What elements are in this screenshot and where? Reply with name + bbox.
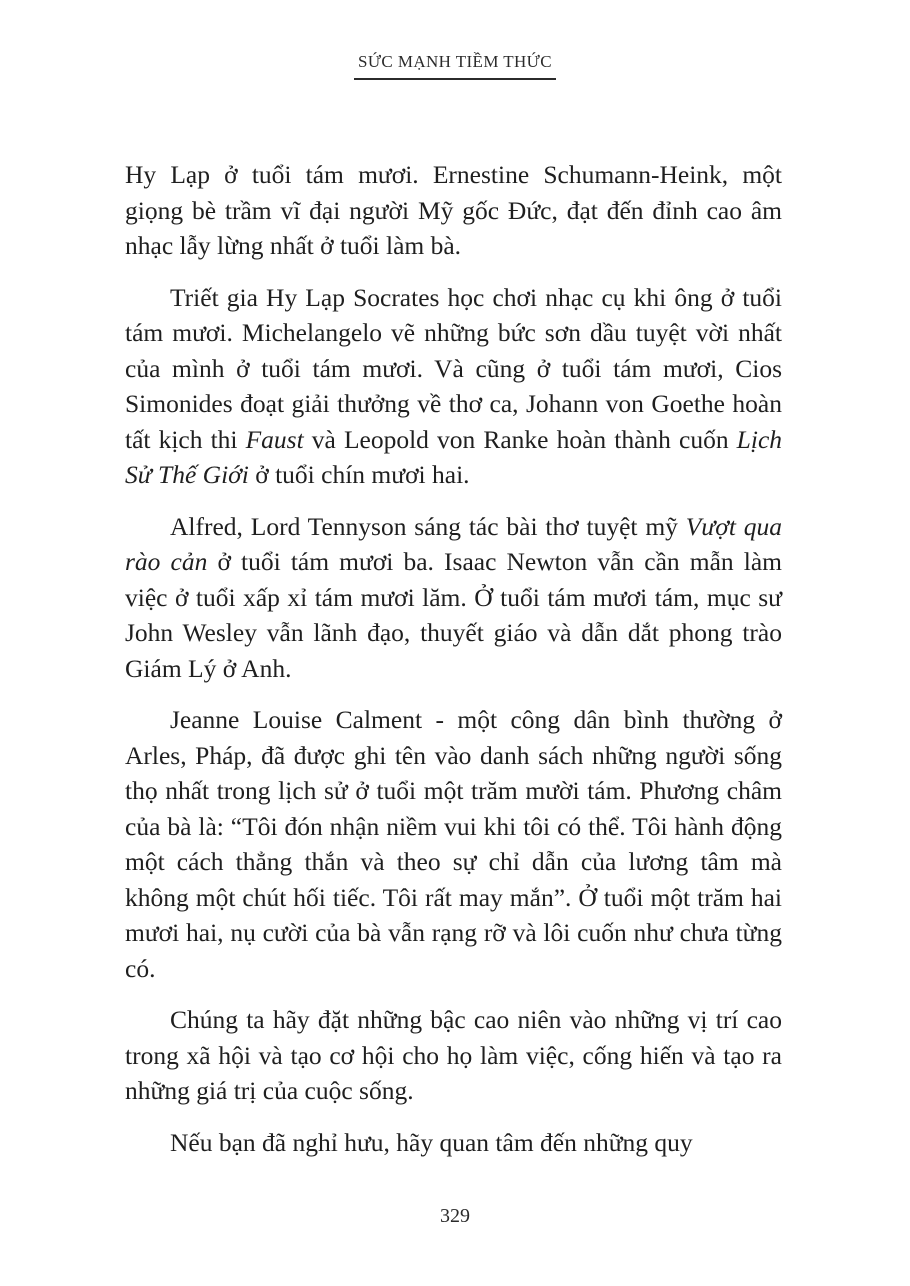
text-segment: Hy Lạp ở tuổi tám mươi. Ernestine Schumann-Heink, một giọng bè trầm vĩ đại người Mỹ gốc Đức, đạt đến đỉnh cao âm nhạc lẫy lừng nhất ở tuổi làm bà.	[125, 160, 782, 260]
text-segment: và Leopold von Ranke hoàn thành cuốn	[303, 424, 737, 454]
poem-title-vuot-qua-rao-can: Vượt qua rào cản	[125, 511, 782, 576]
text-segment: Triết gia Hy Lạp Socrates học chơi nhạc cụ khi ông ở tuổi tám mươi. Michelangelo vẽ những bức sơn dầu tuyệt vời nhất của mình ở tuổi tám mươi. Và cũng ở tuổi tám mươi, Cios Simonides đoạt giải thưởng về thơ ca, Johann von Goethe hoàn tất kịch thi	[125, 282, 782, 454]
paragraph-4	[125, 702, 782, 986]
running-header	[0, 52, 910, 80]
text-segment: ở tuổi chín mươi hai.	[248, 460, 470, 489]
paragraph-6	[125, 1125, 782, 1161]
text-segment: Alfred, Lord Tennyson sáng tác bài thơ tuyệt mỹ	[170, 511, 686, 541]
running-title: SỨC MẠNH TIỀM THỨC	[354, 52, 556, 80]
paragraph-2	[125, 280, 782, 493]
paragraph-5	[125, 1002, 782, 1109]
text-segment: ở tuổi tám mươi ba. Isaac Newton vẫn cần mẫn làm việc ở tuổi xấp xỉ tám mươi lăm. Ở tuổi tám mươi tám, mục sư John Wesley vẫn lãnh đạo, thuyết giáo và dẫn dắt phong trào Giám Lý ở Anh.	[125, 547, 782, 683]
paragraph-3	[125, 509, 782, 687]
paragraph-1	[125, 157, 782, 264]
text-segment: Nếu bạn đã nghỉ hưu, hãy quan tâm đến những quy	[170, 1127, 693, 1157]
body-text	[125, 157, 782, 1176]
book-title-lich-su-the-gioi: Lịch Sử Thế Giới	[125, 424, 783, 489]
text-segment: Chúng ta hãy đặt những bậc cao niên vào những vị trí cao trong xã hội và tạo cơ hội cho họ làm việc, cống hiến và tạo ra những giá trị của cuộc sống.	[125, 1005, 782, 1105]
book-title-faust: Faust	[245, 424, 304, 454]
page-number: 329	[440, 1205, 470, 1227]
text-segment: Jeanne Louise Calment - một công dân bình thường ở Arles, Pháp, đã được ghi tên vào danh sách những người sống thọ nhất trong lịch sử ở tuổi một trăm mười tám. Phương châm của bà là: “Tôi đón nhận niềm vui khi tôi có thể. Tôi hành động một cách thẳng thắn và theo sự chỉ dẫn của lương tâm mà không một chút hối tiếc. Tôi rất may mắn”. Ở tuổi một trăm hai mươi hai, nụ cười của bà vẫn rạng rỡ và lôi cuốn như chưa từng có.	[125, 705, 782, 983]
